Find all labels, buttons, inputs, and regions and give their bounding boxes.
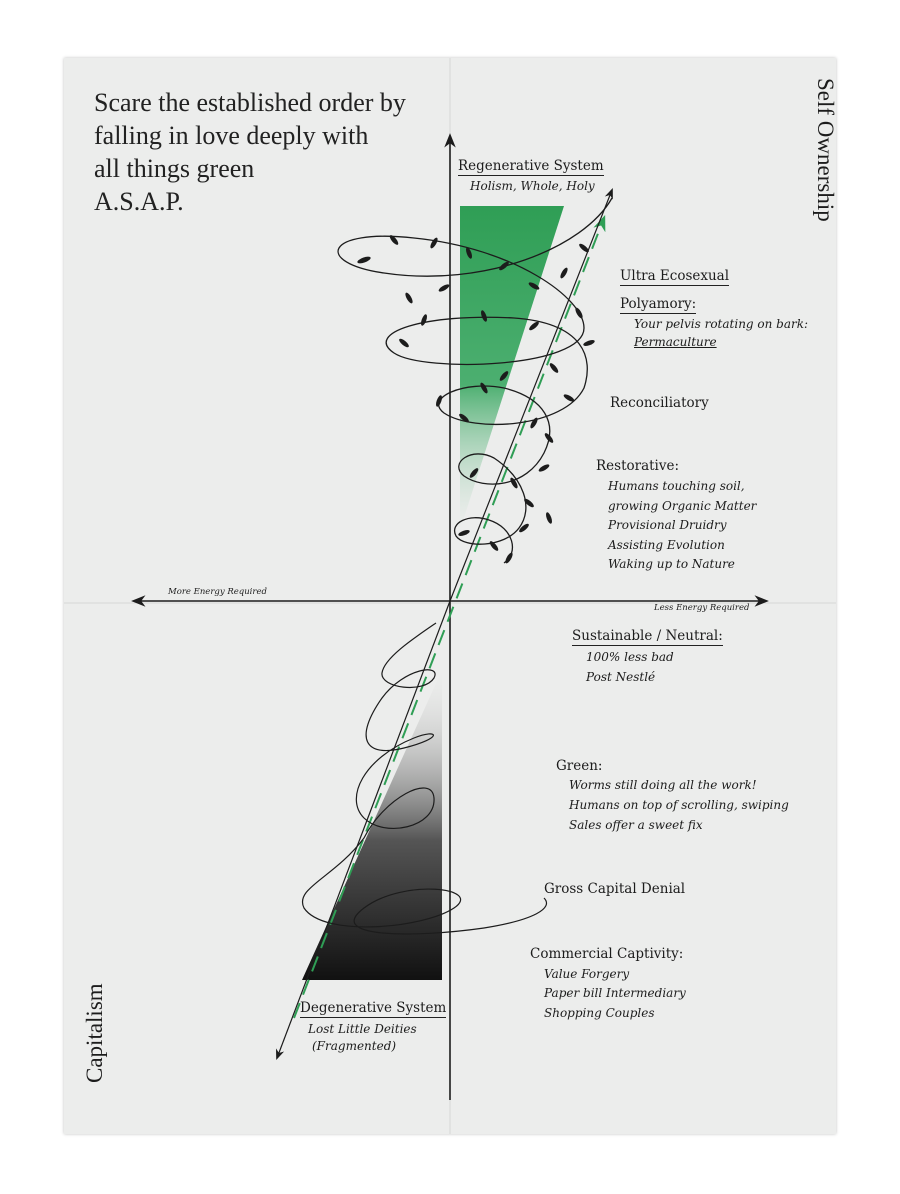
green-item-2: Humans on top of scrolling, swiping xyxy=(569,798,789,812)
headline-line-3: all things green xyxy=(94,154,255,183)
reconciliatory-label: Reconciliatory xyxy=(610,395,709,411)
commercial-captivity-item-1: Value Forgery xyxy=(544,967,630,981)
polyamory-line-1: Your pelvis rotating on bark: xyxy=(634,317,809,331)
headline-line-1: Scare the established order by xyxy=(94,88,406,117)
evolution-arrow xyxy=(294,218,604,1018)
ultra-ecosexual-label: Ultra Ecosexual xyxy=(620,268,730,284)
regenerative-subtitle: Holism, Whole, Holy xyxy=(470,179,595,193)
sustainable-item-1: 100% less bad xyxy=(586,650,674,664)
axis-top-label: Self Ownership xyxy=(813,78,838,222)
axis-bottom-label: Capitalism xyxy=(82,983,107,1083)
restorative-item-5: Waking up to Nature xyxy=(608,557,735,571)
restorative-item-4: Assisting Evolution xyxy=(608,538,725,552)
axis-left-label: More Energy Required xyxy=(168,587,267,597)
gross-capital-denial-label: Gross Capital Denial xyxy=(544,881,686,897)
commercial-captivity-item-3: Shopping Couples xyxy=(544,1006,655,1020)
green-item-1: Worms still doing all the work! xyxy=(569,778,757,792)
degenerative-subtitle-1: Lost Little Deities xyxy=(308,1022,417,1036)
restorative-item-1: Humans touching soil, xyxy=(608,479,745,493)
sustainable-title: Sustainable / Neutral: xyxy=(572,628,723,644)
headline-line-2: falling in love deeply with xyxy=(94,121,369,150)
poster-sheet xyxy=(64,58,836,1134)
green-item-3: Sales offer a sweet fix xyxy=(569,818,703,832)
axis-right-label: Less Energy Required xyxy=(654,603,750,613)
restorative-title: Restorative: xyxy=(596,458,680,474)
degenerative-subtitle-2: (Fragmented) xyxy=(312,1039,397,1053)
sustainable-item-2: Post Nestlé xyxy=(586,670,656,684)
headline xyxy=(94,86,406,218)
regenerative-title: Regenerative System xyxy=(458,158,604,174)
commercial-captivity-title: Commercial Captivity: xyxy=(530,946,684,962)
headline-line-4: A.S.A.P. xyxy=(94,187,184,216)
degenerative-title: Degenerative System xyxy=(300,1000,447,1016)
restorative-item-2: growing Organic Matter xyxy=(608,499,757,513)
polyamory-line-2: Permaculture xyxy=(634,335,717,349)
commercial-captivity-item-2: Paper bill Intermediary xyxy=(544,986,686,1000)
restorative-item-3: Provisional Druidry xyxy=(608,518,727,532)
green-title: Green: xyxy=(556,758,603,774)
polyamory-title: Polyamory: xyxy=(620,296,697,312)
